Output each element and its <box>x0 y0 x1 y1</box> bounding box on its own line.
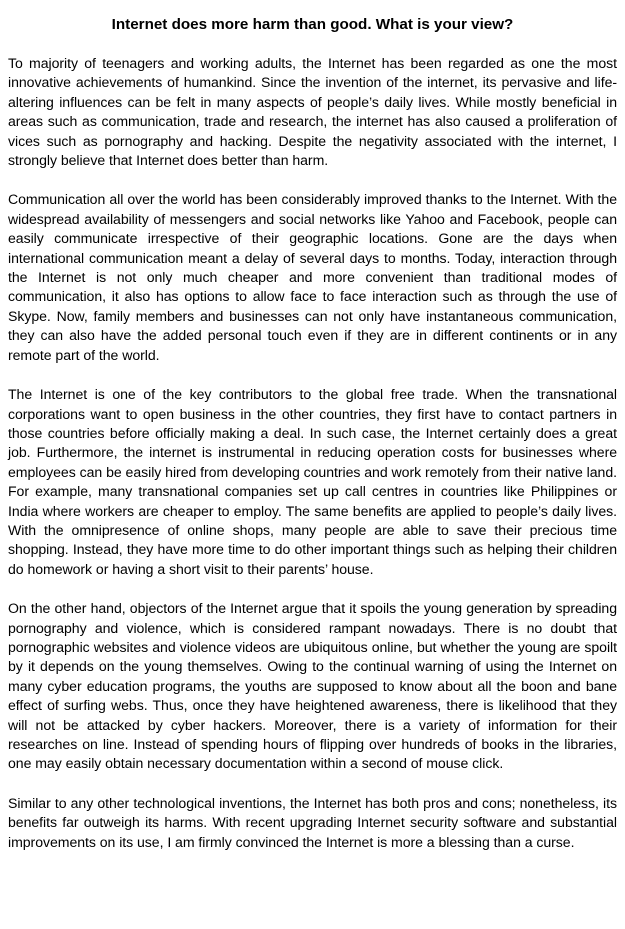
essay-paragraph-introduction: To majority of teenagers and working adults, the Internet has been regarded as one the most innovative achievements of humankind. Since the invention of the internet, its pervasive and life-altering influences can be felt in many aspects of people’s daily lives. While mostly beneficial in areas such as communication, trade and research, the internet has also caused a proliferation of vices such as pornography and hacking. Despite the negativity associated with the internet, I strongly believe that Internet does better than harm. <box>8 55 617 169</box>
essay-paragraph-communication: Communication all over the world has been considerably improved thanks to the Internet. With the widespread availability of messengers and social networks like Yahoo and Facebook, people can easily communicate irrespective of their geographic locations. Gone are the days when international communication meant a delay of several days to months. Today, interaction through the Internet is not only much cheaper and more convenient than traditional modes of communication, it also has options to allow face to face interaction such as through the use of Skype. Now, family members and businesses can not only have instantaneous communication, they can also have the added personal touch even if they are in different continents or in any remote part of the world. <box>8 191 617 363</box>
essay-paragraph-conclusion: Similar to any other technological inventions, the Internet has both pros and cons; nonetheless, its benefits far outweigh its harms. With recent upgrading Internet security software and substantial improvements on its use, I am firmly convinced the Internet is more a blessing than a curse. <box>8 794 617 850</box>
essay-title: Internet does more harm than good. What is your view? <box>111 16 514 33</box>
essay-paragraph-counterargument: On the other hand, objectors of the Internet argue that it spoils the young generation by spreading pornography and violence, which is considered rampant nowadays. There is no doubt that pornographic websites and violence videos are ubiquitous online, but whether the young are spoilt by it depends on the young themselves. Owing to the continual warning of using the Internet on many cyber education programs, the youths are supposed to know about all the boon and bane effect of surfing webs. Thus, once they have heightened awareness, there is likelihood that they will not be attacked by cyber hackers. Moreover, there is a variety of information for their researches on line. Instead of spending hours of flipping over hundreds of books in the libraries, one may easily obtain necessary documentation within a second of mouse click. <box>8 600 617 772</box>
essay-paragraph-trade: The Internet is one of the key contributors to the global free trade. When the transnational corporations want to open business in the other countries, they first have to contact partners in those countries before officially making a deal. In such case, the Internet certainly does a great job. Furthermore, the internet is instrumental in reducing operation costs for businesses where employees can be easily hired from developing countries and work remotely from their native land. For example, many transnational companies set up call centres in countries like Philippines or India where workers are cheaper to employ. The same benefits are applied to people’s daily lives. With the omnipresence of online shops, many people are able to save their precious time shopping. Instead, they have more time to do other important things such as helping their children do homework or having a short visit to their parents’ house. <box>8 386 617 577</box>
